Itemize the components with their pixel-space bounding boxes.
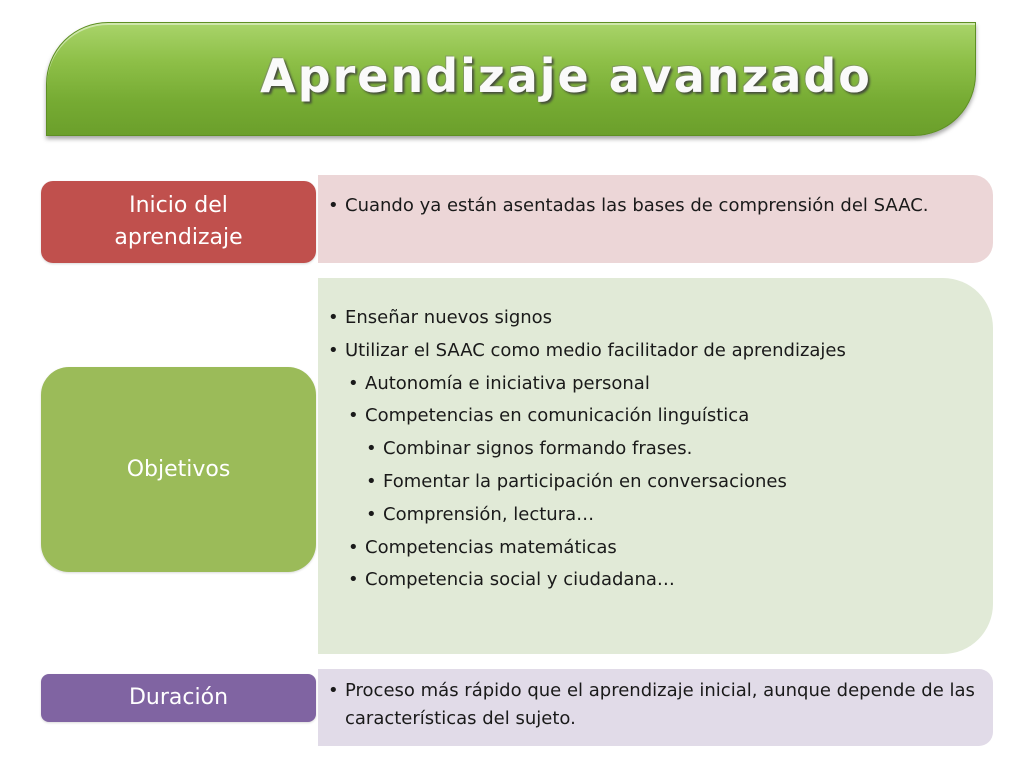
title-banner — [46, 22, 976, 136]
sub-bullet-item: • Competencias en comunicación linguística — [348, 400, 977, 433]
sub-sub-bullet-item: • Comprensión, lectura… — [366, 499, 977, 532]
objetivos-content-box — [318, 278, 993, 654]
bullet-item: • Utilizar el SAAC como medio facilitador de aprendizajes — [328, 335, 977, 368]
inicio-label-line-2: aprendizaje — [114, 225, 243, 250]
sub-bullet-item: • Competencias matemáticas — [348, 532, 977, 565]
sub-sub-bullet-item: • Fomentar la participación en conversaciones — [366, 466, 977, 499]
slide-title: Aprendizaje avanzado — [260, 49, 872, 103]
objetivos-bullet-list — [328, 302, 977, 597]
objetivos-label-box — [41, 367, 316, 572]
duracion-label-box — [41, 674, 316, 722]
inicio-label-box — [41, 181, 316, 263]
duracion-content-box — [318, 669, 993, 746]
sub-sub-bullet-item: • Combinar signos formando frases. — [366, 433, 977, 466]
bullet-item: • Cuando ya están asentadas las bases de comprensión del SAAC. — [328, 191, 977, 220]
bullet-item: • Enseñar nuevos signos — [328, 302, 977, 335]
bullet-item: • Proceso más rápido que el aprendizaje inicial, aunque depende de las características del sujeto. — [328, 677, 977, 733]
sub-bullet-item: • Autonomía e iniciativa personal — [348, 368, 977, 401]
inicio-bullet-list — [328, 191, 977, 220]
objetivos-label: Objetivos — [126, 456, 231, 482]
inicio-content-box — [318, 175, 993, 263]
inicio-label-line-1: Inicio del — [129, 193, 228, 218]
duracion-bullet-list — [328, 677, 977, 733]
sub-bullet-item: • Competencia social y ciudadana… — [348, 564, 977, 597]
duracion-label: Duración — [128, 685, 229, 710]
